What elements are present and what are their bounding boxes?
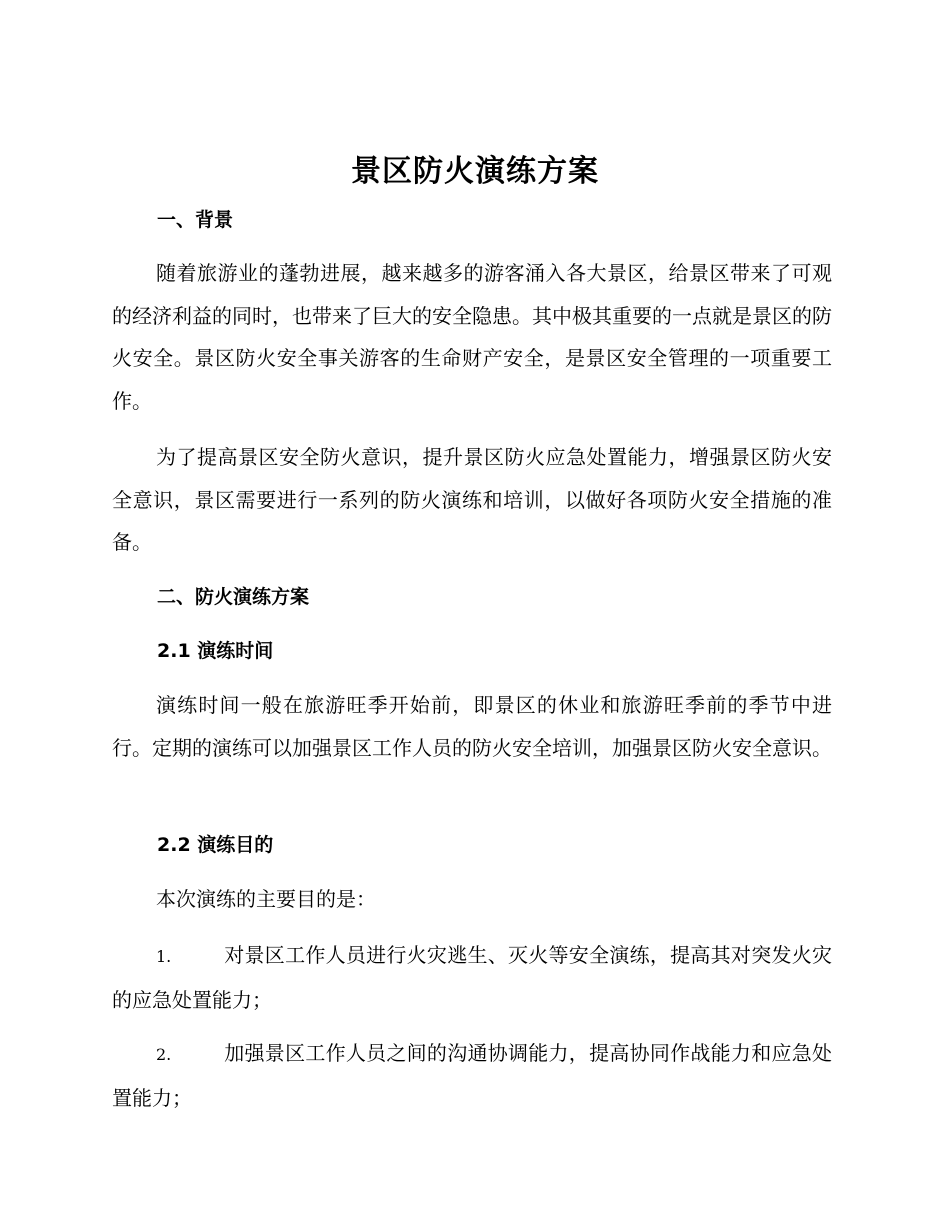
section-heading-background: 一、背景 bbox=[157, 209, 234, 231]
drill-time-paragraph: 演练时间一般在旅游旺季开始前，即景区的休业和旅游旺季前的季节中进行。定期的演练可以加强景区工作人员的防火安全培训，加强景区防火安全意识。 bbox=[112, 693, 832, 760]
list-item bbox=[112, 1032, 832, 1119]
background-paragraph-1: 随着旅游业的蓬勃进展，越来越多的游客涌入各大景区，给景区带来了可观的经济利益的同时，也带来了巨大的安全隐患。其中极其重要的一点就是景区的防火安全。景区防火安全事关游客的生命财产安全，是景区安全管理的一项重要工作。 bbox=[112, 261, 832, 413]
subheading-drill-time: 2.1 演练时间 bbox=[157, 640, 274, 662]
list-item-text: 对景区工作人员进行火灾逃生、灭火等安全演练，提高其对突发火灾的应急处置能力； bbox=[112, 943, 832, 1012]
background-paragraph-2: 为了提高景区安全防火意识，提升景区防火应急处置能力，增强景区防火安全意识，景区需要进行一系列的防火演练和培训，以做好各项防火安全措施的准备。 bbox=[112, 445, 832, 554]
list-item-text: 加强景区工作人员之间的沟通协调能力，提高协同作战能力和应急处置能力； bbox=[112, 1041, 832, 1110]
subheading-drill-purpose: 2.2 演练目的 bbox=[157, 834, 274, 856]
document-title: 景区防火演练方案 bbox=[351, 154, 599, 189]
list-item-number: 1. bbox=[156, 947, 172, 966]
list-item-number: 2. bbox=[156, 1045, 172, 1064]
list-item bbox=[112, 934, 832, 1021]
section-heading-plan: 二、防火演练方案 bbox=[157, 586, 310, 608]
drill-purpose-intro: 本次演练的主要目的是： bbox=[156, 887, 376, 911]
